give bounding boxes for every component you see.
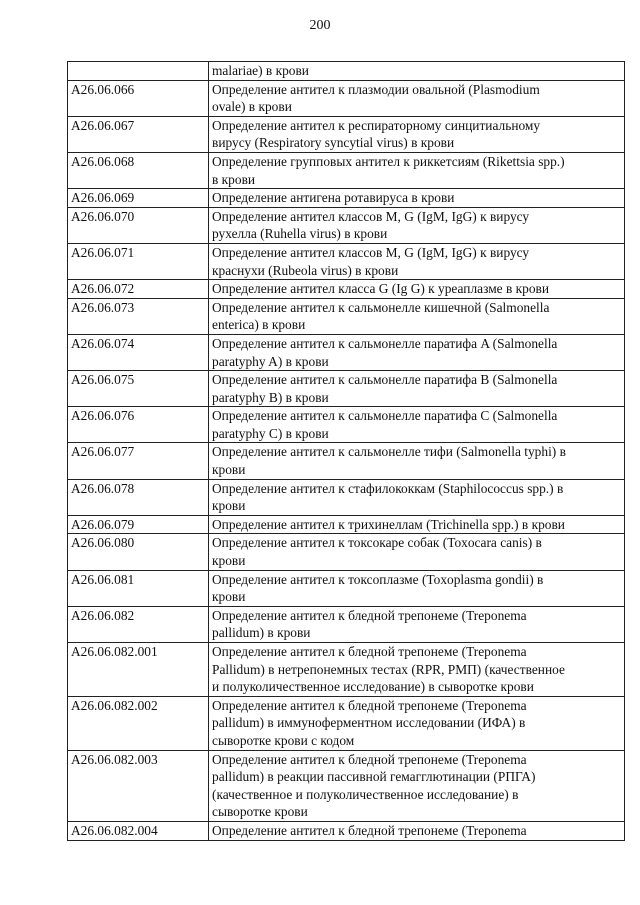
service-code-cell	[68, 62, 209, 81]
service-description-cell	[209, 189, 625, 208]
description-line: (качественное и полуколичественное исследование) в	[212, 786, 519, 802]
description-line: pallidum) в крови	[212, 625, 311, 641]
description-line: Определение антител к плазмодии овальной (Plasmodium	[212, 81, 540, 97]
description-line: paratyphy B) в крови	[212, 389, 329, 405]
table-row	[68, 62, 625, 81]
service-code-cell: A26.06.068	[68, 152, 209, 188]
service-code-cell: A26.06.073	[68, 298, 209, 334]
service-code-cell: A26.06.070	[68, 207, 209, 243]
table-row	[68, 334, 625, 370]
service-description-cell	[209, 207, 625, 243]
service-code-cell: A26.06.082.003	[68, 750, 209, 821]
service-description-cell	[209, 570, 625, 606]
description-line: Определение антител к токсокаре собак (Toxocara canis) в	[212, 535, 542, 551]
description-line: крови	[212, 462, 246, 478]
description-line: Определение антител к сальмонелле паратифа B (Salmonella	[212, 372, 558, 388]
service-description-cell	[209, 62, 625, 81]
description-line: Определение антител к трихинеллам (Trichinella spp.) в крови	[212, 516, 565, 532]
description-line: Определение антител к бледной трепонеме (Treponema	[212, 644, 527, 659]
description-line: Определение антител к сальмонелле паратифа A (Salmonella	[212, 335, 558, 351]
description-line: paratyphy C) в крови	[212, 425, 329, 441]
description-line: Определение антител к респираторному синцитиальному	[212, 117, 541, 133]
table-row	[68, 515, 625, 534]
service-code-cell: A26.06.081	[68, 570, 209, 606]
service-description-cell	[209, 515, 625, 534]
service-code-cell: A26.06.077	[68, 443, 209, 479]
description-line: Pallidum) в нетрепонемных тестах (RPR, РМП) (качественное	[212, 661, 565, 677]
description-line: pallidum) в реакции пассивной гемагглютинации (РПГА)	[212, 769, 536, 785]
service-code-cell: A26.06.069	[68, 189, 209, 208]
service-code-table	[67, 61, 625, 841]
description-line: Определение антигена ротавируса в крови	[212, 190, 455, 206]
description-line: Определение антител класса G (Ig G) к уреаплазме в крови	[212, 281, 550, 297]
description-line: Определение антител к бледной трепонеме (Treponema	[212, 697, 527, 713]
service-code-cell: A26.06.082.001	[68, 643, 209, 697]
description-line: Определение антител классов M, G (IgM, IgG) к вирусу	[212, 208, 530, 224]
service-code-cell: A26.06.080	[68, 534, 209, 570]
table-row	[68, 479, 625, 515]
service-description-cell	[209, 371, 625, 407]
description-line: Определение антител к сальмонелле кишечной (Salmonella	[212, 299, 550, 315]
service-code-cell: A26.06.078	[68, 479, 209, 515]
table-row	[68, 606, 625, 642]
description-line: вирусу (Respiratory syncytial virus) в крови	[212, 135, 455, 151]
table-row	[68, 534, 625, 570]
description-line: Определение антител к бледной трепонеме (Treponema	[212, 751, 527, 767]
description-line: крови	[212, 589, 246, 605]
service-code-cell: A26.06.075	[68, 371, 209, 407]
description-line: Определение антител к бледной трепонеме (Treponema	[212, 822, 527, 838]
description-line: Определение антител к сальмонелле паратифа C (Salmonella	[212, 408, 558, 424]
table-row	[68, 243, 625, 279]
service-code-cell: A26.06.074	[68, 334, 209, 370]
service-description-cell	[209, 479, 625, 515]
table-row	[68, 152, 625, 188]
table-row	[68, 189, 625, 208]
service-description-cell	[209, 821, 625, 840]
description-line: сыворотке крови с кодом	[212, 732, 355, 748]
service-description-cell	[209, 696, 625, 750]
table-row	[68, 443, 625, 479]
table-row	[68, 371, 625, 407]
table-row	[68, 280, 625, 299]
service-description-cell	[209, 407, 625, 443]
description-line: malariae) в крови	[212, 63, 309, 78]
description-line: pallidum) в иммуноферментном исследовании (ИФА) в	[212, 715, 526, 731]
service-description-cell	[209, 443, 625, 479]
service-code-cell: A26.06.082.002	[68, 696, 209, 750]
service-code-cell: A26.06.076	[68, 407, 209, 443]
description-line: в крови	[212, 171, 256, 187]
description-line: Определение антител к сальмонелле тифи (Salmonella typhi) в	[212, 444, 566, 460]
table-row	[68, 298, 625, 334]
table-row	[68, 696, 625, 750]
description-line: рухелла (Ruhella virus) в крови	[212, 226, 388, 242]
service-description-cell	[209, 334, 625, 370]
service-code-cell: A26.06.072	[68, 280, 209, 299]
table-body	[68, 62, 625, 841]
service-code-cell: A26.06.066	[68, 80, 209, 116]
service-code-cell: A26.06.067	[68, 116, 209, 152]
description-line: Определение антител классов M, G (IgM, IgG) к вирусу	[212, 244, 530, 260]
table-row	[68, 643, 625, 697]
description-line: крови	[212, 498, 246, 514]
service-description-cell	[209, 606, 625, 642]
service-code-cell: A26.06.082	[68, 606, 209, 642]
description-line: enterica) в крови	[212, 317, 306, 333]
description-line: ovale) в крови	[212, 99, 292, 115]
service-description-cell	[209, 116, 625, 152]
service-description-cell	[209, 298, 625, 334]
table-row	[68, 821, 625, 840]
description-line: Определение антител к стафилококкам (Staphilococcus spp.) в	[212, 480, 564, 496]
description-line: краснухи (Rubeola virus) в крови	[212, 262, 399, 278]
table-row	[68, 750, 625, 821]
service-code-cell: A26.06.082.004	[68, 821, 209, 840]
service-description-cell	[209, 243, 625, 279]
page-number: 200	[309, 18, 331, 33]
description-line: Определение антител к токсоплазме (Toxoplasma gondii) в	[212, 571, 544, 587]
service-code-cell: A26.06.079	[68, 515, 209, 534]
service-description-cell	[209, 643, 625, 697]
description-line: paratyphy A) в крови	[212, 353, 329, 369]
service-description-cell	[209, 534, 625, 570]
service-code-cell: A26.06.071	[68, 243, 209, 279]
table-row	[68, 116, 625, 152]
description-line: Определение групповых антител к риккетсиям (Rikettsia spp.)	[212, 153, 565, 169]
service-description-cell	[209, 152, 625, 188]
table-row	[68, 407, 625, 443]
table-row	[68, 207, 625, 243]
description-line: сыворотке крови	[212, 804, 308, 820]
description-line: Определение антител к бледной трепонеме (Treponema	[212, 607, 527, 623]
description-line: крови	[212, 553, 246, 569]
service-description-cell	[209, 280, 625, 299]
table-row	[68, 80, 625, 116]
service-description-cell	[209, 750, 625, 821]
table-row	[68, 570, 625, 606]
service-description-cell	[209, 80, 625, 116]
description-line: и полуколичественное исследование) в сыворотке крови	[212, 679, 534, 695]
